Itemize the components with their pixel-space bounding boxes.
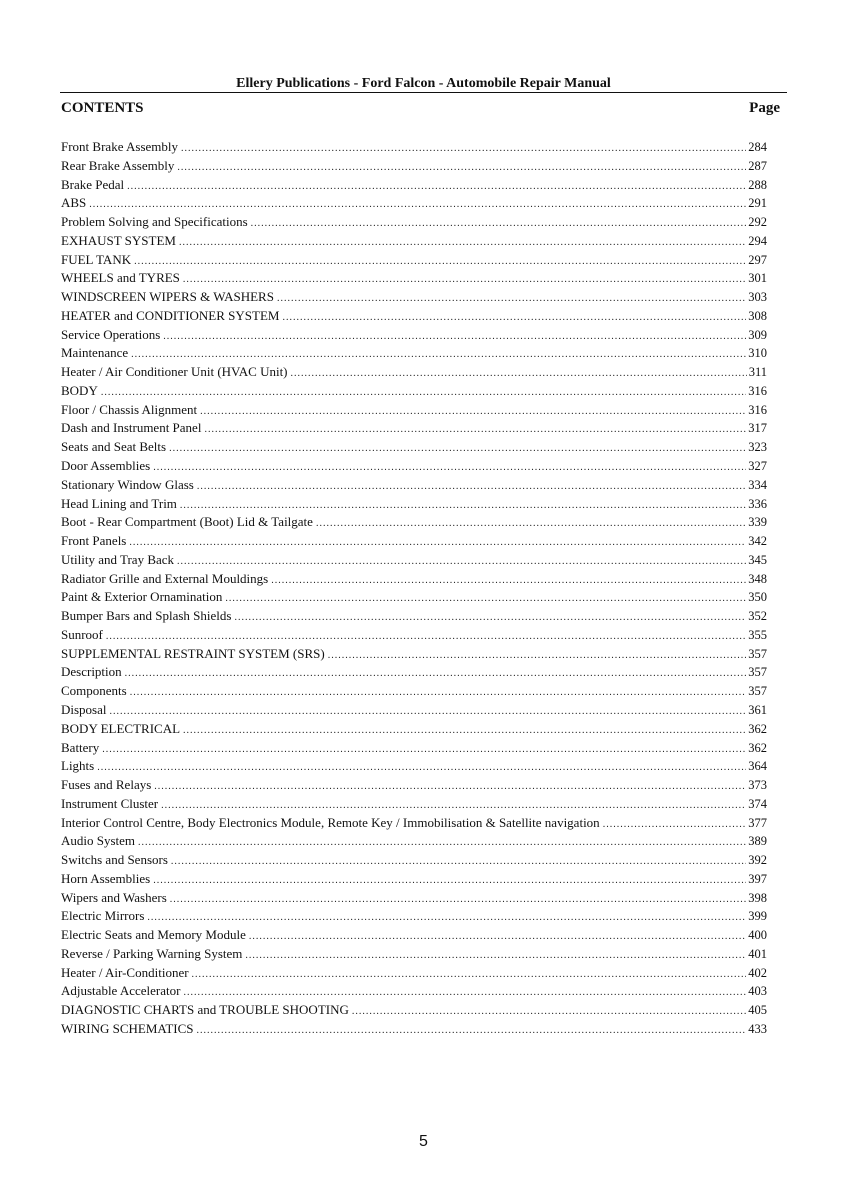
toc-entry[interactable]: [61, 626, 767, 645]
toc-leader-dots: [179, 234, 746, 253]
toc-leader-dots: [225, 590, 746, 609]
toc-entry-title: Interior Control Centre, Body Electronics Module, Remote Key / Immobilisation & Satellite navigation: [61, 814, 600, 830]
toc-leader-dots: [138, 834, 746, 853]
toc-entry-page: 334: [748, 477, 767, 492]
toc-entry-title: Floor / Chassis Alignment: [61, 401, 198, 417]
toc-leader-dots: [200, 403, 746, 422]
toc-entry[interactable]: [61, 701, 767, 720]
toc-entry[interactable]: [61, 851, 767, 870]
toc-entry[interactable]: [61, 419, 767, 438]
toc-entry-page: 297: [748, 252, 767, 267]
toc-entry-title: DIAGNOSTIC CHARTS and TROUBLE SHOOTING: [61, 1002, 349, 1018]
toc-entry[interactable]: [61, 176, 767, 195]
toc-entry-title: Instrument Cluster: [61, 795, 159, 811]
toc-entry-title: Rear Brake Assembly: [61, 157, 175, 173]
toc-entry[interactable]: [61, 720, 767, 739]
toc-entry-title: Heater / Air-Conditioner: [61, 964, 189, 980]
toc-leader-dots: [245, 947, 746, 966]
toc-leader-dots: [154, 778, 746, 797]
toc-entry-title: Description: [61, 664, 122, 680]
toc-entry[interactable]: [61, 982, 767, 1001]
toc-leader-dots: [603, 816, 747, 835]
toc-leader-dots: [181, 140, 746, 159]
toc-entry-page: 316: [748, 383, 767, 398]
toc-entry[interactable]: [61, 344, 767, 363]
toc-leader-dots: [204, 421, 746, 440]
toc-leader-dots: [170, 891, 746, 910]
toc-entry-title: BODY: [61, 382, 98, 398]
toc-leader-dots: [163, 328, 746, 347]
toc-entry-title: WHEELS and TYRES: [61, 270, 180, 286]
toc-entry-title: Wipers and Washers: [61, 889, 167, 905]
toc-leader-dots: [251, 215, 747, 234]
toc-entry-page: 336: [748, 496, 767, 511]
page-column-heading: Page: [749, 100, 780, 116]
toc-entry-title: Electric Seats and Memory Module: [61, 927, 246, 943]
toc-leader-dots: [102, 741, 746, 760]
toc-entry[interactable]: [61, 551, 767, 570]
toc-leader-dots: [197, 478, 746, 497]
toc-entry-title: Radiator Grille and External Mouldings: [61, 570, 269, 586]
contents-heading: CONTENTS: [61, 100, 144, 116]
toc-entry[interactable]: [61, 251, 767, 270]
toc-entry[interactable]: [61, 907, 767, 926]
toc-leader-dots: [328, 647, 747, 666]
toc-entry[interactable]: [61, 213, 767, 232]
toc-entry[interactable]: [61, 945, 767, 964]
toc-entry-title: FUEL TANK: [61, 251, 132, 267]
toc-entry-title: Fuses and Relays: [61, 777, 152, 793]
page-number: 5: [419, 1133, 428, 1150]
toc-entry-page: 316: [748, 402, 767, 417]
toc-leader-dots: [153, 872, 746, 891]
toc-leader-dots: [134, 253, 746, 272]
table-of-contents: [61, 138, 767, 1039]
toc-entry[interactable]: [61, 476, 767, 495]
toc-entry-page: 287: [748, 158, 767, 173]
toc-entry[interactable]: [61, 964, 767, 983]
toc-entry-title: Disposal: [61, 701, 107, 717]
toc-leader-dots: [97, 759, 746, 778]
toc-entry-title: SUPPLEMENTAL RESTRAINT SYSTEM (SRS): [61, 645, 325, 661]
toc-entry-page: 350: [748, 590, 767, 605]
toc-entry[interactable]: [61, 588, 767, 607]
toc-entry-title: Switchs and Sensors: [61, 852, 168, 868]
toc-entry[interactable]: [61, 401, 767, 420]
toc-entry[interactable]: [61, 1020, 767, 1039]
toc-entry[interactable]: [61, 157, 767, 176]
toc-entry[interactable]: [61, 663, 767, 682]
document-header-title: Ellery Publications - Ford Falcon - Automobile Repair Manual: [236, 76, 611, 91]
toc-entry-title: Stationary Window Glass: [61, 476, 194, 492]
toc-entry-title: Sunroof: [61, 626, 103, 642]
toc-entry-title: Adjustable Accelerator: [61, 983, 181, 999]
toc-entry-page: 400: [748, 928, 767, 943]
toc-entry-page: 357: [748, 684, 767, 699]
toc-entry-page: 342: [748, 534, 767, 549]
toc-entry-title: Brake Pedal: [61, 176, 125, 192]
toc-entry[interactable]: [61, 513, 767, 532]
toc-entry[interactable]: [61, 232, 767, 251]
toc-entry-page: 311: [748, 365, 767, 380]
toc-entry-title: Boot - Rear Compartment (Boot) Lid & Tailgate: [61, 514, 313, 530]
toc-entry[interactable]: [61, 832, 767, 851]
toc-leader-dots: [169, 440, 746, 459]
toc-entry-page: 308: [748, 308, 767, 323]
toc-entry-page: 357: [748, 665, 767, 680]
toc-entry-page: 288: [748, 177, 767, 192]
toc-entry-title: Battery: [61, 739, 100, 755]
toc-entry[interactable]: [61, 495, 767, 514]
toc-entry-page: 284: [748, 140, 767, 154]
toc-entry[interactable]: [61, 607, 767, 626]
toc-entry-title: BODY ELECTRICAL: [61, 720, 181, 736]
toc-entry-page: 389: [748, 834, 767, 849]
toc-entry-title: Front Panels: [61, 533, 127, 549]
toc-entry-page: 377: [748, 815, 767, 830]
toc-entry[interactable]: [61, 739, 767, 758]
toc-entry[interactable]: [61, 307, 767, 326]
toc-leader-dots: [249, 928, 746, 947]
toc-entry-page: 352: [748, 609, 767, 624]
toc-entry-page: 405: [748, 1003, 767, 1018]
toc-entry-title: Bumper Bars and Splash Shields: [61, 608, 232, 624]
toc-entry-page: 392: [748, 853, 767, 868]
toc-entry-page: 310: [748, 346, 767, 361]
toc-entry[interactable]: [61, 926, 767, 945]
toc-entry-page: 317: [748, 421, 767, 436]
toc-leader-dots: [352, 1003, 746, 1022]
toc-entry[interactable]: [61, 682, 767, 701]
toc-entry-page: 401: [748, 946, 767, 961]
toc-entry-title: EXHAUST SYSTEM: [61, 232, 176, 248]
toc-entry-page: 339: [748, 515, 767, 530]
toc-entry-title: Door Assemblies: [61, 458, 151, 474]
toc-entry[interactable]: [61, 138, 767, 157]
header-rule: [60, 92, 787, 93]
toc-entry[interactable]: [61, 269, 767, 288]
toc-leader-dots: [129, 534, 746, 553]
toc-entry-page: 362: [748, 721, 767, 736]
toc-entry[interactable]: [61, 757, 767, 776]
toc-entry-title: WINDSCREEN WIPERS & WASHERS: [61, 289, 274, 305]
toc-entry[interactable]: [61, 457, 767, 476]
toc-entry-page: 374: [748, 796, 767, 811]
toc-entry-page: 361: [748, 702, 767, 717]
toc-entry[interactable]: [61, 1001, 767, 1020]
toc-entry-title: Horn Assemblies: [61, 870, 151, 886]
toc-entry-page: 345: [748, 552, 767, 567]
toc-entry[interactable]: [61, 532, 767, 551]
toc-leader-dots: [110, 703, 747, 722]
toc-entry-page: 291: [748, 196, 767, 211]
toc-leader-dots: [177, 159, 746, 178]
toc-leader-dots: [277, 290, 746, 309]
toc-entry-title: Reverse / Parking Warning System: [61, 945, 243, 961]
toc-leader-dots: [127, 178, 746, 197]
toc-entry-page: 402: [748, 965, 767, 980]
toc-entry-page: 323: [748, 440, 767, 455]
toc-leader-dots: [291, 365, 747, 384]
toc-entry[interactable]: [61, 889, 767, 908]
toc-entry-title: Service Operations: [61, 326, 161, 342]
toc-entry-page: 301: [748, 271, 767, 286]
toc-entry-page: 398: [748, 890, 767, 905]
toc-leader-dots: [197, 1022, 747, 1041]
toc-entry-page: 327: [748, 459, 767, 474]
toc-entry-title: Dash and Instrument Panel: [61, 420, 202, 436]
toc-entry[interactable]: [61, 288, 767, 307]
toc-leader-dots: [192, 966, 747, 985]
toc-entry-page: 399: [748, 909, 767, 924]
toc-entry-title: HEATER and CONDITIONER SYSTEM: [61, 307, 280, 323]
toc-leader-dots: [183, 722, 746, 741]
toc-entry-title: Heater / Air Conditioner Unit (HVAC Unit): [61, 364, 288, 380]
toc-entry-title: WIRING SCHEMATICS: [61, 1020, 194, 1036]
toc-entry-page: 397: [748, 871, 767, 886]
toc-entry[interactable]: [61, 326, 767, 345]
toc-leader-dots: [153, 459, 746, 478]
toc-entry[interactable]: [61, 814, 767, 833]
toc-entry[interactable]: [61, 776, 767, 795]
toc-entry-title: Head Lining and Trim: [61, 495, 177, 511]
toc-entry-page: 403: [748, 984, 767, 999]
toc-entry-title: Front Brake Assembly: [61, 139, 178, 154]
toc-leader-dots: [282, 309, 746, 328]
toc-entry-page: 373: [748, 778, 767, 793]
toc-entry-page: 303: [748, 290, 767, 305]
toc-entry-title: ABS: [61, 195, 87, 211]
toc-entry-page: 357: [748, 646, 767, 661]
toc-entry-title: Lights: [61, 758, 95, 774]
toc-entry-page: 294: [748, 233, 767, 248]
toc-entry[interactable]: [61, 438, 767, 457]
toc-entry-page: 364: [748, 759, 767, 774]
toc-entry-title: Electric Mirrors: [61, 908, 145, 924]
toc-entry-page: 309: [748, 327, 767, 342]
toc-leader-dots: [171, 853, 746, 872]
toc-leader-dots: [125, 665, 747, 684]
toc-entry-page: 433: [748, 1021, 767, 1036]
toc-leader-dots: [130, 684, 747, 703]
toc-entry-page: 348: [748, 571, 767, 586]
toc-leader-dots: [271, 572, 746, 591]
toc-entry[interactable]: [61, 382, 767, 401]
toc-entry-title: Components: [61, 683, 127, 699]
toc-entry-page: 292: [748, 215, 767, 230]
toc-entry-title: Paint & Exterior Ornamination: [61, 589, 223, 605]
toc-entry[interactable]: [61, 194, 767, 213]
toc-entry-page: 362: [748, 740, 767, 755]
toc-entry[interactable]: [61, 363, 767, 382]
toc-leader-dots: [234, 609, 746, 628]
toc-entry[interactable]: [61, 570, 767, 589]
toc-entry[interactable]: [61, 870, 767, 889]
toc-entry-title: Maintenance: [61, 345, 129, 361]
toc-leader-dots: [316, 515, 746, 534]
toc-entry-title: Audio System: [61, 833, 136, 849]
toc-entry-title: Seats and Seat Belts: [61, 439, 167, 455]
toc-entry[interactable]: [61, 645, 767, 664]
toc-entry-page: 355: [748, 627, 767, 642]
toc-entry-title: Utility and Tray Back: [61, 551, 175, 567]
toc-entry-title: Problem Solving and Specifications: [61, 214, 248, 230]
toc-entry[interactable]: [61, 795, 767, 814]
